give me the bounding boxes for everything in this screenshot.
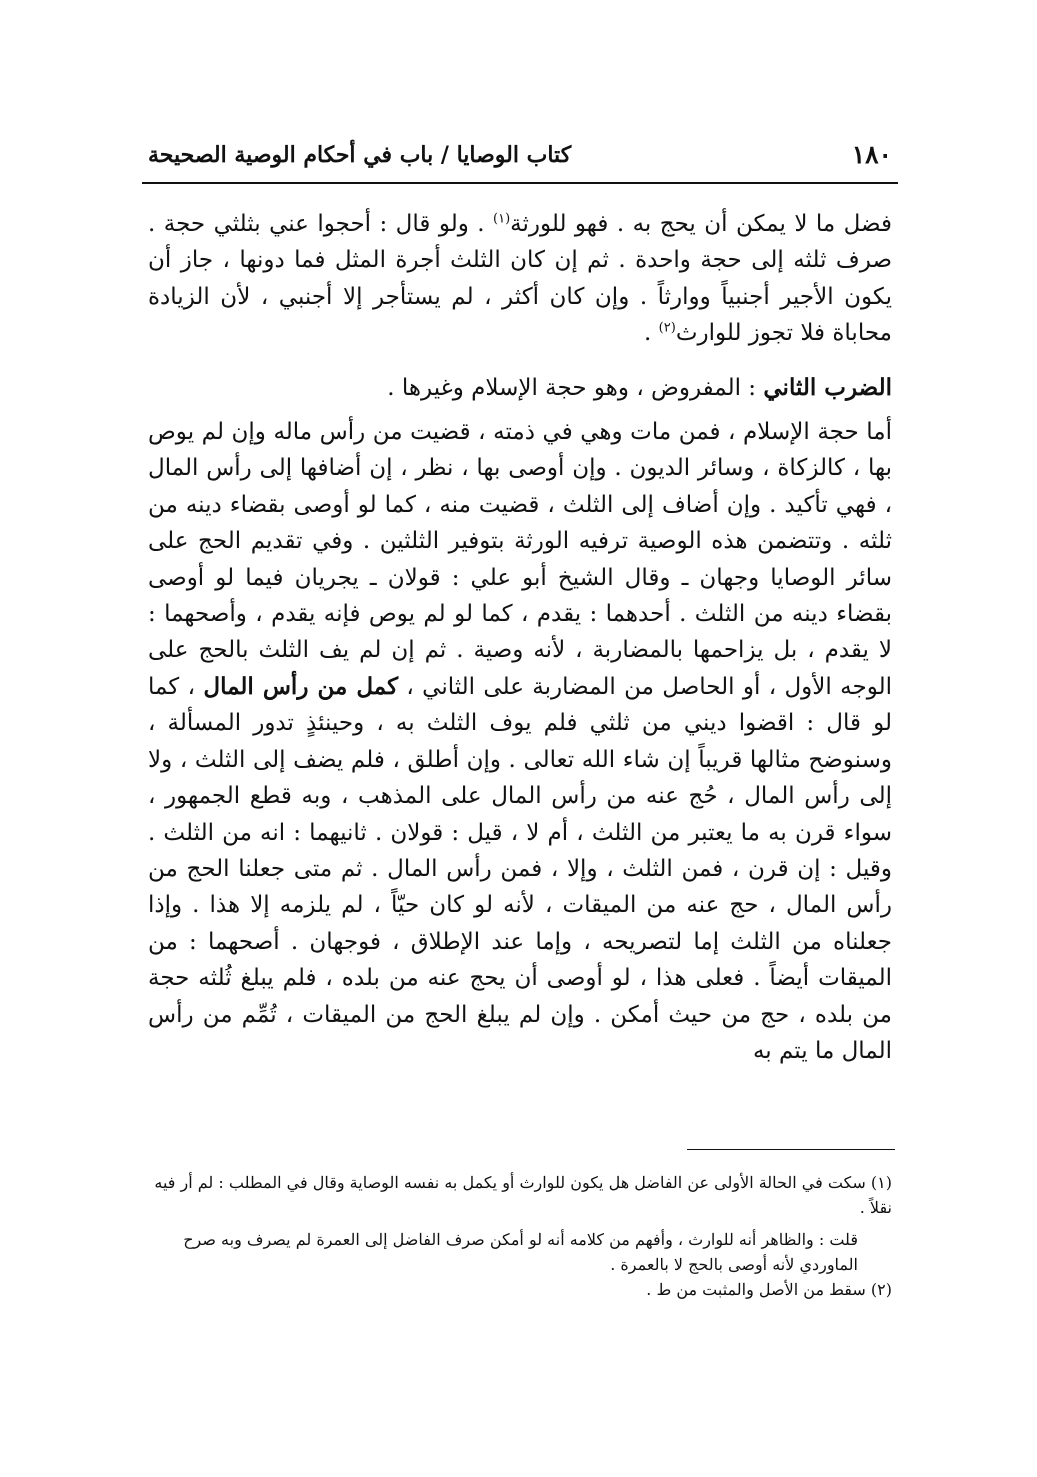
header-rule xyxy=(142,182,898,184)
footnotes xyxy=(148,1170,892,1302)
paragraph-1-text-a: فضل ما لا يمكن أن يحج به . فهو للورثة xyxy=(510,211,892,237)
footnote-gap xyxy=(148,1220,892,1227)
footnote-1-continuation: قلت : والظاهر أنه للوارث ، وأفهم من كلامه أنه لو أمكن صرف الفاضل إلى العمرة لم يصرف وبه صرح الماوردي لأنه أوصى بالحج لا بالعمرة . xyxy=(183,1230,858,1274)
paragraph-2-text: : المفروض ، وهو حجة الإسلام وغيرها . xyxy=(387,374,764,401)
paragraph-3-bold-phrase: كمل من رأس المال xyxy=(203,672,399,700)
footnote-1-text: سكت في الحالة الأولى عن الفاضل هل يكون للوارث أو يكمل به نفسه الوصاية وقال في المطلب : لم أر فيه نقلاً . xyxy=(154,1173,892,1217)
running-title: كتاب الوصايا / باب في أحكام الوصية الصحيحة xyxy=(148,142,572,168)
footnote-2-marker: (٢) xyxy=(870,1280,892,1299)
footnote-ref-2: (٢) xyxy=(658,320,676,336)
paragraph-spacer xyxy=(148,352,892,370)
paragraph-1-text-c: . xyxy=(644,320,659,347)
footnote-2 xyxy=(148,1277,892,1302)
page-number: ١٨٠ xyxy=(851,140,892,169)
footnote-2-text: سقط من الأصل والمثبت من ط . xyxy=(646,1280,866,1299)
paragraph-3-text-a: أما حجة الإسلام ، فمن مات وهي في ذمته ، قضيت من رأس ماله وإن لم يوص بها ، كالزكاة ، وسائر الديون . وإن أوصى بها ، نظر ، إن أضافها إلى رأس المال ، فهي تأكيد . وإن أضاف إلى الثلث ، قضيت منه ، كما لو أوصى بقضاء دينه من ثلثه . وتتضمن هذه الوصية ترفيه الورثة بتوفير الثلثين . وفي تقديم الحج على سائر الوصايا وجهان ـ وقال الشيخ أبو علي : قولان ـ يجريان فيما لو أوصى بقضاء دينه من الثلث . أحدهما : يقدم ، كما لو لم يوص فإنه يقدم ، وأصحهما : لا يقدم ، بل يزاحمها بالمضاربة ، لأنه وصية . ثم إن لم يف الثلث بالحج على الوجه الأول ، أو الحاصل من المضاربة على الثاني ، xyxy=(148,419,892,700)
paragraph-gap xyxy=(148,406,892,414)
paragraph-1 xyxy=(148,206,892,352)
paragraph-2 xyxy=(148,370,892,406)
footnote-rule xyxy=(687,1149,895,1150)
paragraph-3 xyxy=(148,414,892,1069)
footnote-ref-1: (١) xyxy=(493,211,511,227)
page-header xyxy=(148,140,892,180)
paragraph-3-text-b: ، كما لو قال : اقضوا ديني من ثلثي فلم يوف الثلث به ، وحينئذٍ تدور المسألة ، وسنوضح مثالها قريباً إن شاء الله تعالى . وإن أطلق ، فلم يضف إلى الثلث ، ولا إلى رأس المال ، حُج عنه من رأس المال على المذهب ، وبه قطع الجمهور ، سواء قرن به ما يعتبر من الثلث ، أم لا ، قيل : قولان . ثانيهما : انه من الثلث . وقيل : إن قرن ، فمن الثلث ، وإلا ، فمن رأس المال . ثم متى جعلنا الحج من رأس المال ، حج عنه من الميقات ، لأنه لو كان حيّاً ، لم يلزمه إلا هذا . وإذا جعلناه من الثلث إما لتصريحه ، وإما عند الإطلاق ، فوجهان . أصحهما : من الميقات أيضاً . فعلى هذا ، لو أوصى أن يحج عنه من بلده ، فلم يبلغ ثُلثه حجة من بلده ، حج من حيث أمكن . وإن لم يبلغ الحج من الميقات ، تُمِّم من رأس المال ما يتم به xyxy=(148,673,892,1064)
main-text xyxy=(148,206,892,1069)
footnote-1 xyxy=(148,1170,892,1220)
section-heading: الضرب الثاني xyxy=(763,373,892,401)
footnote-1-marker: (١) xyxy=(870,1173,892,1192)
paragraph-1-text-b: . ولو قال : أحجوا عني بثلثي حجة . صرف ثلثه إلى حجة واحدة . ثم إن كان الثلث أجرة المثل فما دونها ، جاز أن يكون الأجير أجنبياً ووارثاً . وإن كان أكثر ، لم يستأجر إلا أجنبي ، لأن الزيادة محاباة فلا تجوز للوارث xyxy=(148,211,892,347)
